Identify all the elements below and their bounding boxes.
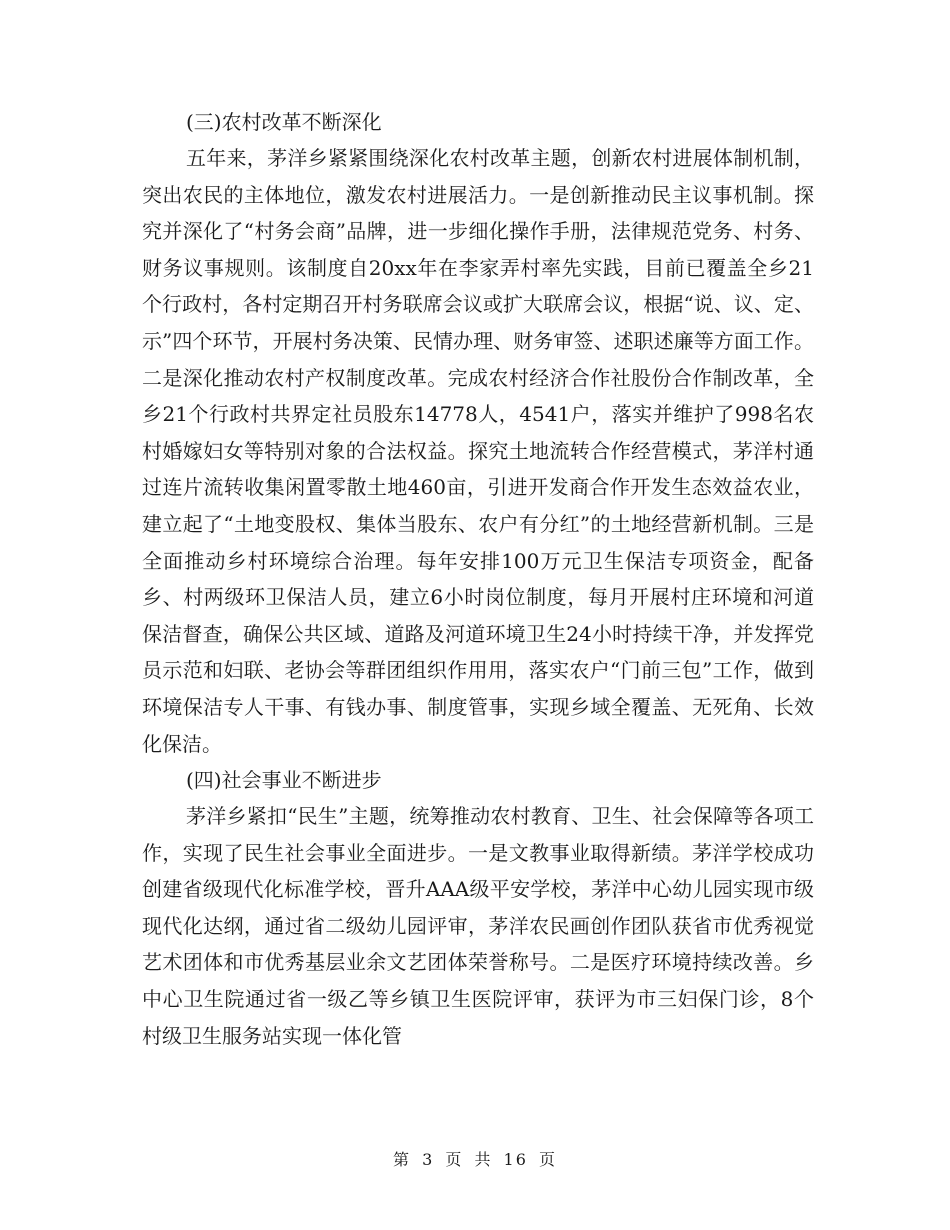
section-body-4: 茅洋乡紧扣“民生”主题，统筹推动农村教育、卫生、社会保障等各项工作，实现了民生社会事业全面进步。一是文教事业取得新绩。茅洋学校成功创建省级现代化标准学校，晋升AAA级平安学校，茅洋中心幼儿园实现市级现代化达纲，通过省二级幼儿园评审，茅洋农民画创作团队获省市优秀视觉艺术团体和市优秀基层业余文艺团体荣誉称号。二是医疗环境持续改善。乡中心卫生院通过省一级乙等乡镇卫生医院评审，获评为市三妇保门诊，8个村级卫生服务站实现一体化管 [142,804,814,1048]
page-content [142,104,814,1054]
section-heading-4: (四)社会事业不断进步 [186,768,382,793]
section-body-3: 五年来，茅洋乡紧紧围绕深化农村改革主题，创新农村进展体制机制，突出农民的主体地位，激发农村进展活力。一是创新推动民主议事机制。探究并深化了“村务会商”品牌，进一步细化操作手册，法律规范党务、村务、财务议事规则。该制度自20xx年在李家弄村率先实践，目前已覆盖全乡21个行政村，各村定期召开村务联席会议或扩大联席会议，根据“说、议、定、示”四个环节，开展村务决策、民情办理、财务审签、述职述廉等方面工作。二是深化推动农村产权制度改革。完成农村经济合作社股份合作制改革，全乡21个行政村共界定社员股东14778人，4541户，落实并维护了998名农村婚嫁妇女等特别对象的合法权益。探究土地流转合作经营模式，茅洋村通过连片流转收集闲置零散土地460亩，引进开发商合作开发生态效益农业，建立起了“土地变股权、集体当股东、农户有分红”的土地经营新机制。三是全面推动乡村环境综合治理。每年安排100万元卫生保洁专项资金，配备乡、村两级环卫保洁人员，建立6小时岗位制度，每月开展村庄环境和河道保洁督查，确保公共区域、道路及河道环境卫生24小时持续干净，并发挥党员示范和妇联、老协会等群团组织作用用，落实农户“门前三包”工作，做到环境保洁专人干事、有钱办事、制度管事，实现乡域全覆盖、无死角、长效化保洁。 [142,146,814,756]
page-footer: 第 3 页 共 16 页 [393,1150,557,1169]
section-heading-3: (三)农村改革不断深化 [186,110,382,134]
